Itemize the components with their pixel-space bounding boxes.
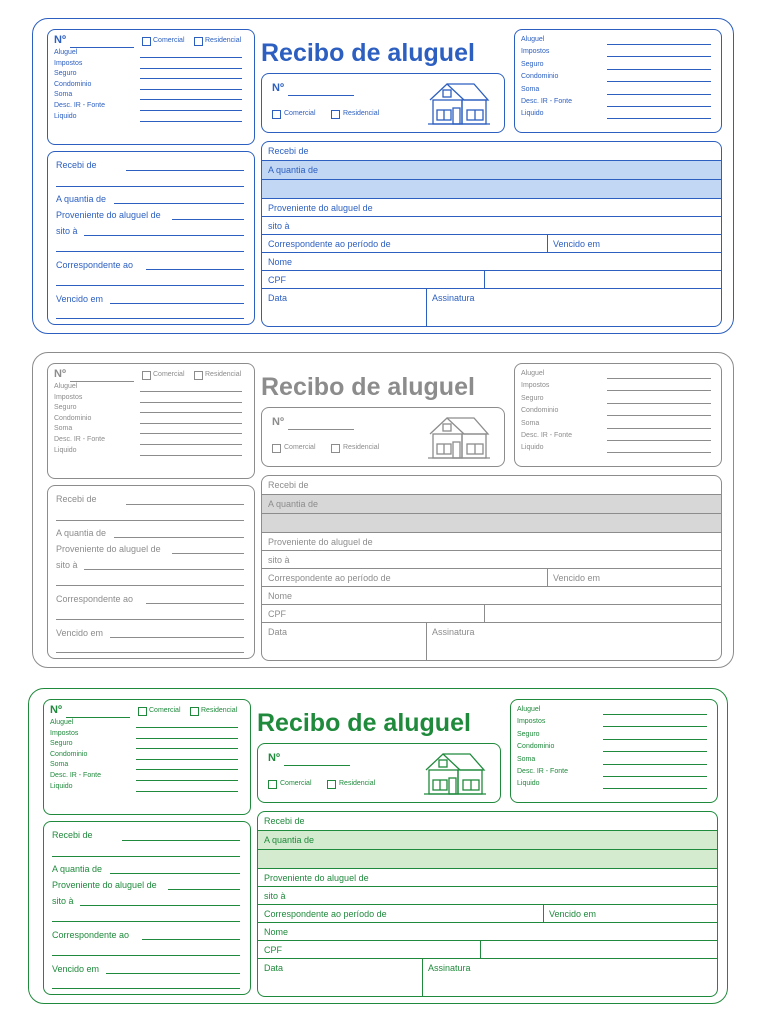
receipt-comercial-checkbox[interactable] <box>268 780 277 789</box>
summary-field[interactable] <box>607 403 711 404</box>
form-divider <box>543 905 544 922</box>
form-row-recebi-de[interactable] <box>262 476 721 495</box>
summary-field[interactable] <box>607 452 711 453</box>
summary-field[interactable] <box>603 776 707 777</box>
summary-field[interactable] <box>603 788 707 789</box>
summary-field[interactable] <box>603 751 707 752</box>
form-divider <box>426 623 427 661</box>
form-row-quantia[interactable] <box>258 831 717 850</box>
form-data-label: Data <box>264 963 284 973</box>
stub-summary-field[interactable] <box>140 402 242 403</box>
stub-details-box <box>47 151 255 325</box>
form-proveniente-label: Proveniente do aluguel de <box>268 203 373 213</box>
receipt-form <box>257 811 718 997</box>
stub-summary-label: Soma <box>50 761 69 769</box>
form-divider <box>484 605 485 622</box>
summary-label: Condominio <box>521 407 559 415</box>
form-row-nome[interactable] <box>262 253 721 271</box>
receipt-number-box <box>257 743 501 803</box>
receipt-number-box <box>261 407 505 467</box>
summary-label: Seguro <box>521 394 544 402</box>
summary-label: Seguro <box>521 60 544 68</box>
form-row-quantia[interactable] <box>262 495 721 514</box>
stub-summary-label: Liquido <box>54 112 77 120</box>
stub-correspondente-label: Correspondente ao <box>52 930 130 940</box>
form-row-quantia[interactable] <box>262 161 721 180</box>
form-quantia-label: A quantia de <box>264 835 315 845</box>
stub-vencido-field[interactable] <box>110 637 244 638</box>
form-row-proveniente[interactable] <box>258 869 717 887</box>
stub-sito-field-2[interactable] <box>56 251 244 252</box>
receipt-number-label: Nº <box>272 82 284 94</box>
form-row-cpf[interactable] <box>262 605 721 623</box>
stub-summary-label: Desc. IR - Fonte <box>54 102 105 109</box>
form-divider <box>547 235 548 252</box>
stub-sito-field[interactable] <box>84 569 244 570</box>
stub-summary-field[interactable] <box>136 759 238 760</box>
summary-field[interactable] <box>607 415 711 416</box>
form-divider <box>426 289 427 327</box>
stub-correspondente-field-2[interactable] <box>56 619 244 620</box>
stub-vencido-label: Vencido em <box>56 294 104 304</box>
form-row-correspondente[interactable] <box>262 569 721 587</box>
stub-sito-field-2[interactable] <box>56 585 244 586</box>
stub-correspondente-field-2[interactable] <box>56 285 244 286</box>
receipt-comercial-label: Comercial <box>284 444 316 451</box>
form-row-correspondente[interactable] <box>262 235 721 253</box>
number-label: Nº <box>50 704 62 716</box>
summary-label: Impostos <box>521 48 550 56</box>
rent-receipt-2 <box>32 352 734 668</box>
stub-proveniente-label: Proveniente do aluguel de <box>56 544 161 554</box>
stub-correspondente-label: Correspondente ao <box>56 260 134 270</box>
stub-summary-label: Aluguel <box>54 49 78 56</box>
form-row-cpf[interactable] <box>262 271 721 289</box>
comercial-checkbox[interactable] <box>142 37 151 46</box>
stub-summary-field[interactable] <box>140 423 242 424</box>
stub-correspondente-field[interactable] <box>146 269 244 270</box>
receipt-residencial-label: Residencial <box>343 444 380 451</box>
stub-summary-field[interactable] <box>140 412 242 413</box>
summary-field[interactable] <box>607 428 711 429</box>
receipt-title: Recibo de aluguel <box>257 709 471 737</box>
receipt-number-field[interactable] <box>288 429 354 430</box>
summary-field[interactable] <box>607 56 711 57</box>
receipt-residencial-checkbox[interactable] <box>327 780 336 789</box>
form-row-correspondente[interactable] <box>258 905 717 923</box>
stub-summary-field[interactable] <box>140 391 242 392</box>
form-divider <box>484 271 485 288</box>
residencial-checkbox[interactable] <box>190 707 199 716</box>
stub-summary-label: Liquido <box>50 782 73 790</box>
form-quantia-label: A quantia de <box>268 499 319 509</box>
form-proveniente-label: Proveniente do aluguel de <box>264 873 369 883</box>
form-nome-label: Nome <box>268 591 293 601</box>
stub-proveniente-field[interactable] <box>172 553 244 554</box>
summary-field[interactable] <box>607 44 711 45</box>
summary-field[interactable] <box>603 764 707 765</box>
stub-summary-label: Impostos <box>50 729 79 737</box>
stub-summary-box <box>47 29 255 145</box>
summary-label: Liquido <box>521 444 544 452</box>
receipt-title: Recibo de aluguel <box>261 373 475 401</box>
summary-label: Soma <box>521 85 540 93</box>
residencial-label: Residencial <box>205 371 242 378</box>
receipt-number-field[interactable] <box>288 95 354 96</box>
stub-correspondente-label: Correspondente ao <box>56 594 134 604</box>
stub-vencido-field[interactable] <box>106 973 240 974</box>
stub-summary-field[interactable] <box>136 780 238 781</box>
summary-field[interactable] <box>607 94 711 95</box>
form-quantia-label: A quantia de <box>268 165 319 175</box>
stub-summary-label: Desc. IR - Fonte <box>50 772 101 779</box>
stub-vencido-field-2[interactable] <box>52 988 240 989</box>
stub-recebi-de-field[interactable] <box>126 170 244 171</box>
summary-label: Aluguel <box>517 706 541 713</box>
right-summary-box <box>514 363 722 467</box>
receipt-comercial-label: Comercial <box>280 780 312 787</box>
form-recebi-de-label: Recebi de <box>268 480 309 490</box>
stub-recebi-de-field[interactable] <box>122 840 240 841</box>
residencial-checkbox[interactable] <box>194 371 203 380</box>
stub-summary-field[interactable] <box>140 455 242 456</box>
receipt-form <box>261 475 722 661</box>
stub-summary-field[interactable] <box>136 738 238 739</box>
rent-receipt-1 <box>32 18 734 334</box>
number-label: Nº <box>54 34 66 46</box>
stub-vencido-field-2[interactable] <box>56 652 244 653</box>
stub-summary-box <box>47 363 255 479</box>
house-icon <box>422 748 488 798</box>
form-nome-label: Nome <box>264 927 289 937</box>
stub-summary-field[interactable] <box>140 110 242 111</box>
stub-vencido-field[interactable] <box>110 303 244 304</box>
stub-summary-label: Impostos <box>54 393 83 401</box>
comercial-label: Comercial <box>153 37 185 44</box>
receipt-residencial-label: Residencial <box>343 110 380 117</box>
form-row-proveniente[interactable] <box>262 533 721 551</box>
residencial-label: Residencial <box>201 707 238 714</box>
form-correspondente-label: Correspondente ao período de <box>264 909 387 919</box>
stub-quantia-field[interactable] <box>110 873 240 874</box>
stub-quantia-field[interactable] <box>114 203 244 204</box>
form-vencido-label: Vencido em <box>549 909 597 919</box>
form-assinatura-label: Assinatura <box>432 293 475 303</box>
form-divider <box>547 569 548 586</box>
stub-correspondente-field-2[interactable] <box>52 955 240 956</box>
stub-summary-field[interactable] <box>140 121 242 122</box>
stub-recebi-de-field-2[interactable] <box>52 856 240 857</box>
form-data-label: Data <box>268 293 288 303</box>
form-row-data[interactable] <box>262 289 721 327</box>
form-row-proveniente[interactable] <box>262 199 721 217</box>
stub-summary-label: Liquido <box>54 446 77 454</box>
right-summary-box <box>510 699 718 803</box>
stub-details-box <box>47 485 255 659</box>
summary-label: Condominio <box>517 743 555 751</box>
summary-label: Desc. IR - Fonte <box>521 98 572 105</box>
stub-quantia-label: A quantia de <box>56 528 107 538</box>
comercial-label: Comercial <box>153 371 185 378</box>
stub-summary-field[interactable] <box>140 433 242 434</box>
stub-summary-label: Desc. IR - Fonte <box>54 436 105 443</box>
stub-summary-field[interactable] <box>136 769 238 770</box>
form-row-quantia-2[interactable] <box>258 850 717 869</box>
rent-receipt-3 <box>28 688 728 1004</box>
form-correspondente-label: Correspondente ao período de <box>268 573 391 583</box>
stub-summary-label: Impostos <box>54 59 83 67</box>
form-row-quantia-2[interactable] <box>262 514 721 533</box>
form-assinatura-label: Assinatura <box>428 963 471 973</box>
summary-label: Desc. IR - Fonte <box>521 432 572 439</box>
form-correspondente-label: Correspondente ao período de <box>268 239 391 249</box>
summary-label: Aluguel <box>521 370 545 377</box>
stub-recebi-de-label: Recebi de <box>52 830 93 840</box>
stub-correspondente-field[interactable] <box>146 603 244 604</box>
house-icon <box>426 78 492 128</box>
residencial-checkbox[interactable] <box>194 37 203 46</box>
stub-summary-box <box>43 699 251 815</box>
stub-recebi-de-label: Recebi de <box>56 494 97 504</box>
receipt-residencial-checkbox[interactable] <box>331 110 340 119</box>
form-row-quantia-2[interactable] <box>262 180 721 199</box>
stub-summary-label: Aluguel <box>50 719 74 726</box>
stub-summary-label: Seguro <box>54 70 77 78</box>
summary-label: Desc. IR - Fonte <box>517 768 568 775</box>
summary-field[interactable] <box>603 739 707 740</box>
stub-recebi-de-label: Recebi de <box>56 160 97 170</box>
number-field[interactable] <box>66 717 130 718</box>
stub-summary-label: Condominio <box>50 750 88 758</box>
stub-vencido-label: Vencido em <box>56 628 104 638</box>
form-row-sito[interactable] <box>258 887 717 905</box>
summary-field[interactable] <box>607 69 711 70</box>
summary-field[interactable] <box>607 118 711 119</box>
form-row-data[interactable] <box>258 959 717 997</box>
summary-field[interactable] <box>607 106 711 107</box>
stub-recebi-de-field-2[interactable] <box>56 186 244 187</box>
receipt-title: Recibo de aluguel <box>261 39 475 67</box>
number-field[interactable] <box>70 381 134 382</box>
form-divider <box>422 959 423 997</box>
stub-recebi-de-field-2[interactable] <box>56 520 244 521</box>
form-row-sito[interactable] <box>262 551 721 569</box>
summary-field[interactable] <box>607 378 711 379</box>
form-sito-label: sito à <box>268 555 290 565</box>
stub-correspondente-field[interactable] <box>142 939 240 940</box>
number-label: Nº <box>54 368 66 380</box>
stub-summary-field[interactable] <box>136 748 238 749</box>
right-summary-box <box>514 29 722 133</box>
form-row-recebi-de[interactable] <box>262 142 721 161</box>
form-row-sito[interactable] <box>262 217 721 235</box>
stub-summary-label: Condominio <box>54 80 92 88</box>
stub-sito-label: sito à <box>56 560 78 570</box>
stub-sito-field-2[interactable] <box>52 921 240 922</box>
form-row-data[interactable] <box>262 623 721 661</box>
stub-summary-field[interactable] <box>140 99 242 100</box>
stub-proveniente-field[interactable] <box>168 889 240 890</box>
receipt-number-field[interactable] <box>284 765 350 766</box>
form-vencido-label: Vencido em <box>553 239 601 249</box>
summary-label: Liquido <box>517 780 540 788</box>
stub-proveniente-label: Proveniente do aluguel de <box>56 210 161 220</box>
stub-summary-field[interactable] <box>140 444 242 445</box>
stub-quantia-field[interactable] <box>114 537 244 538</box>
form-cpf-label: CPF <box>264 945 282 955</box>
stub-summary-field[interactable] <box>140 68 242 69</box>
number-field[interactable] <box>70 47 134 48</box>
summary-label: Condominio <box>521 73 559 81</box>
stub-sito-field[interactable] <box>80 905 240 906</box>
stub-sito-field[interactable] <box>84 235 244 236</box>
form-data-label: Data <box>268 627 288 637</box>
summary-field[interactable] <box>607 81 711 82</box>
summary-label: Soma <box>517 755 536 763</box>
summary-label: Liquido <box>521 110 544 118</box>
stub-summary-label: Soma <box>54 91 73 99</box>
stub-summary-label: Condominio <box>54 414 92 422</box>
receipt-residencial-checkbox[interactable] <box>331 444 340 453</box>
stub-quantia-label: A quantia de <box>52 864 103 874</box>
stub-summary-field[interactable] <box>140 89 242 90</box>
stub-summary-field[interactable] <box>136 791 238 792</box>
summary-field[interactable] <box>603 726 707 727</box>
summary-label: Impostos <box>517 718 546 726</box>
form-sito-label: sito à <box>264 891 286 901</box>
summary-label: Seguro <box>517 730 540 738</box>
receipt-number-box <box>261 73 505 133</box>
stub-summary-field[interactable] <box>140 78 242 79</box>
summary-field[interactable] <box>603 714 707 715</box>
stub-vencido-label: Vencido em <box>52 964 100 974</box>
form-recebi-de-label: Recebi de <box>264 816 305 826</box>
residencial-label: Residencial <box>205 37 242 44</box>
form-row-nome[interactable] <box>262 587 721 605</box>
form-divider <box>480 941 481 958</box>
receipt-comercial-checkbox[interactable] <box>272 110 281 119</box>
summary-label: Soma <box>521 419 540 427</box>
stub-summary-label: Aluguel <box>54 383 78 390</box>
form-cpf-label: CPF <box>268 275 286 285</box>
stub-summary-field[interactable] <box>136 727 238 728</box>
form-cpf-label: CPF <box>268 609 286 619</box>
form-assinatura-label: Assinatura <box>432 627 475 637</box>
form-sito-label: sito à <box>268 221 290 231</box>
summary-label: Aluguel <box>521 36 545 43</box>
stub-proveniente-label: Proveniente do aluguel de <box>52 880 157 890</box>
form-recebi-de-label: Recebi de <box>268 146 309 156</box>
stub-summary-field[interactable] <box>140 57 242 58</box>
receipt-number-label: Nº <box>268 752 280 764</box>
stub-summary-label: Seguro <box>50 740 73 748</box>
form-nome-label: Nome <box>268 257 293 267</box>
form-row-recebi-de[interactable] <box>258 812 717 831</box>
stub-sito-label: sito à <box>52 896 74 906</box>
stub-quantia-label: A quantia de <box>56 194 107 204</box>
stub-vencido-field-2[interactable] <box>56 318 244 319</box>
receipt-residencial-label: Residencial <box>339 780 376 787</box>
stub-recebi-de-field[interactable] <box>126 504 244 505</box>
stub-sito-label: sito à <box>56 226 78 236</box>
receipt-comercial-checkbox[interactable] <box>272 444 281 453</box>
form-row-nome[interactable] <box>258 923 717 941</box>
receipt-comercial-label: Comercial <box>284 110 316 117</box>
stub-proveniente-field[interactable] <box>172 219 244 220</box>
comercial-label: Comercial <box>149 707 181 714</box>
receipt-number-label: Nº <box>272 416 284 428</box>
comercial-checkbox[interactable] <box>142 371 151 380</box>
comercial-checkbox[interactable] <box>138 707 147 716</box>
summary-field[interactable] <box>607 390 711 391</box>
summary-field[interactable] <box>607 440 711 441</box>
form-row-cpf[interactable] <box>258 941 717 959</box>
stub-details-box <box>43 821 251 995</box>
form-vencido-label: Vencido em <box>553 573 601 583</box>
receipt-form <box>261 141 722 327</box>
form-proveniente-label: Proveniente do aluguel de <box>268 537 373 547</box>
stub-summary-label: Seguro <box>54 404 77 412</box>
stub-summary-label: Soma <box>54 425 73 433</box>
house-icon <box>426 412 492 462</box>
summary-label: Impostos <box>521 382 550 390</box>
